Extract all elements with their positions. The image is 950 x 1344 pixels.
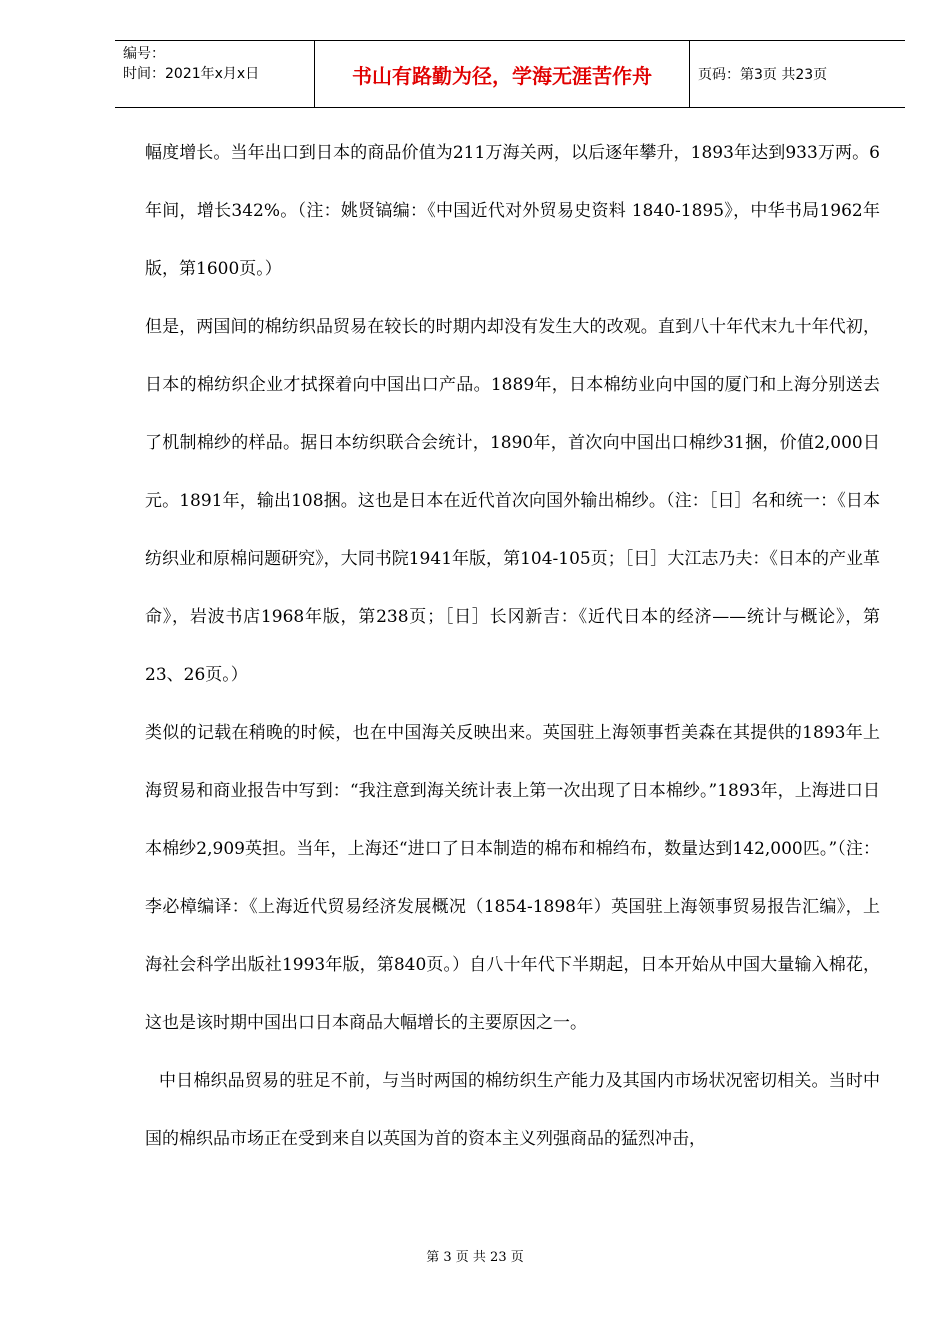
page-header [115, 40, 905, 108]
header-motto: 书山有路勤为径，学海无涯苦作舟 [315, 41, 690, 107]
paragraph-4: 中日棉织品贸易的驻足不前，与当时两国的棉纺织生产能力及其国内市场状况密切相关。当时中国的棉织品市场正在受到来自以英国为首的资本主义列强商品的猛烈冲击， [145, 1071, 880, 1149]
paragraph-1: 幅度增长。当年出口到日本的商品价值为211万海关两，以后逐年攀升，1893年达到933万两。6年间，增长342%。（注：姚贤镐编：《中国近代对外贸易史资料 1840-1895》，中华书局1962年版，第1600页。） [145, 143, 880, 279]
header-meta [115, 41, 315, 107]
header-page-label: 页码：第3页 共23页 [698, 67, 828, 83]
time-label: 时间：2021年x月x日 [123, 66, 260, 82]
page-footer [0, 1246, 950, 1265]
number-label: 编号： [123, 46, 165, 62]
footer-page-number: 第 3 页 共 23 页 [426, 1250, 524, 1265]
paragraph-2: 但是，两国间的棉纺织品贸易在较长的时期内却没有发生大的改观。直到八十年代末九十年代初，日本的棉纺织企业才拭探着向中国出口产品。1889年，日本棉纺业向中国的厦门和上海分别送去了机制棉纱的样品。据日本纺织联合会统计，1890年，首次向中国出口棉纱31捆，价值2,000日元。1891年，输出108捆。这也是日本在近代首次向国外输出棉纱。（注：［日］名和统一：《日本纺织业和原棉问题研究》，大同书院1941年版，第104-105页；［日］大江志乃夫：《日本的产业革命》，岩波书店1968年版，第238页；［日］长冈新吉：《近代日本的经济——统计与概论》，第23、26页。） [145, 317, 880, 685]
paragraph-3: 类似的记载在稍晚的时候，也在中国海关反映出来。英国驻上海领事哲美森在其提供的1893年上海贸易和商业报告中写到：“我注意到海关统计表上第一次出现了日本棉纱。”1893年，上海进口日本棉纱2,909英担。当年，上海还“进口了日本制造的棉布和棉绉布，数量达到142,000匹。”（注：李必樟编译：《上海近代贸易经济发展概况（1854-1898年）英国驻上海领事贸易报告汇编》，上海社会科学出版社1993年版，第840页。）自八十年代下半期起，日本开始从中国大量输入棉花，这也是该时期中国出口日本商品大幅增长的主要原因之一。 [145, 723, 880, 1033]
document-body [145, 124, 880, 1168]
